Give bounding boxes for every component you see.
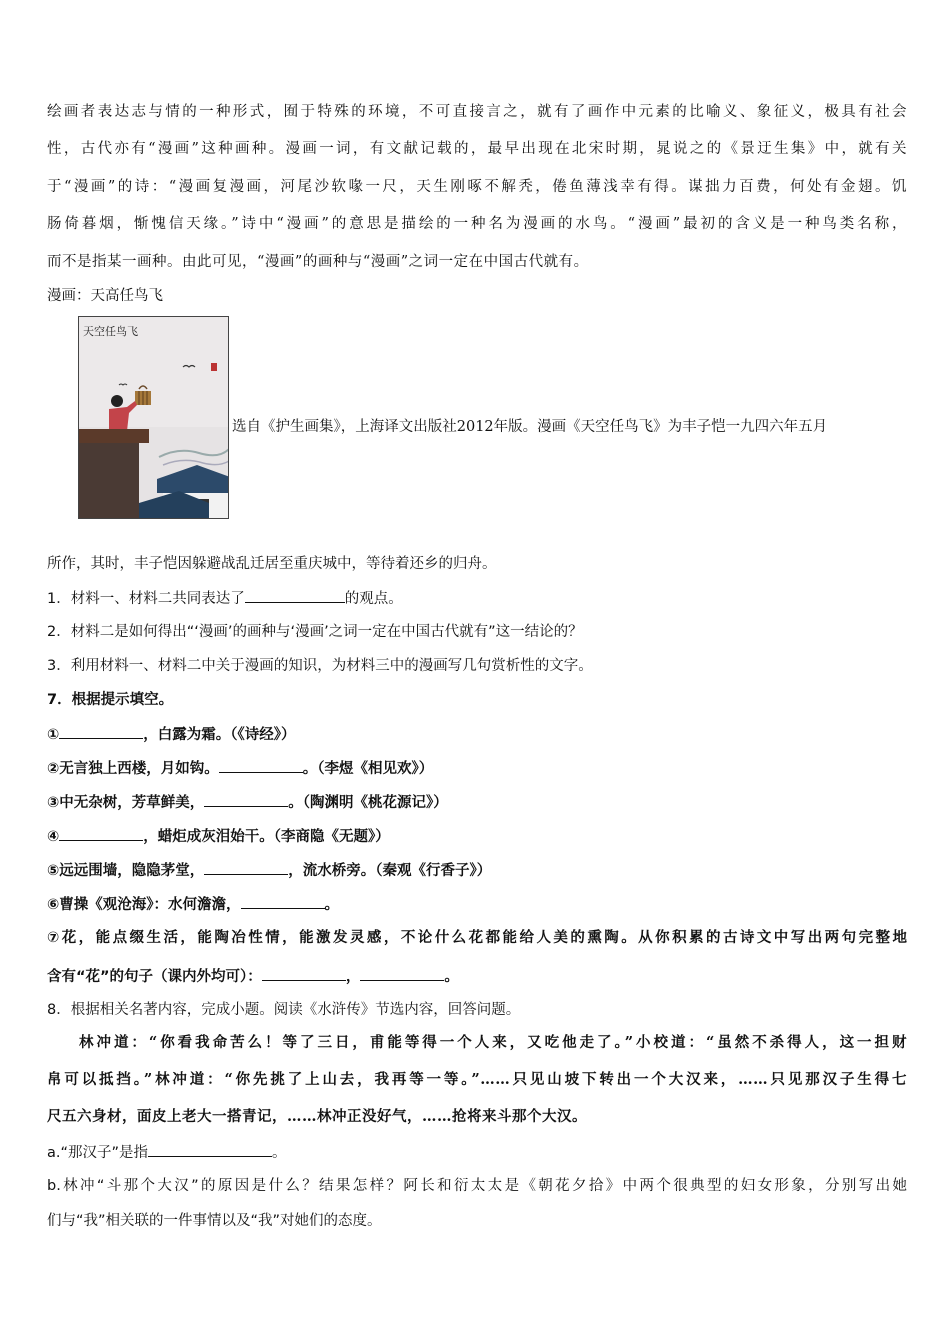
q8-passage-line-3: 尺五六身材，面皮上老大一搭青记，……林冲正没好气，……抢将来斗那个大汉。 [47,1108,587,1125]
comic-caption: 选自《护生画集》，上海译文出版社2012年版。漫画《天空任鸟飞》为丰子恺一九四六年五月 [232,419,828,435]
material3-heading: 漫画：天高任鸟飞 [47,288,163,304]
answer-blank[interactable] [59,724,143,739]
question-6-3: 3．利用材料一、材料二中关于漫画的知识，为材料三中的漫画写几句赏析性的文字。 [47,658,593,674]
question-7-item-4: ④ ，蜡炬成灰泪始干。（李商隐《无题》） [47,826,907,847]
material2-line-5: 而不是指某一画种。由此可见，“漫画”的画种与“漫画”之词一定在中国古代就有。 [47,254,589,270]
question-7-item-7-line-2: 含有“花”的句子（课内外均可）： ， 。 [47,966,907,987]
answer-blank[interactable] [219,758,303,773]
comic-illustration [79,317,229,519]
question-6-1: 1．材料一、材料二共同表达了 的观点。 [47,588,907,609]
question-7-item-3: ③中无杂树，芳草鲜美， 。（陶渊明《桃花源记》） [47,792,907,813]
comic-image [78,316,229,519]
question-7-item-2: ②无言独上西楼，月如钩。 。（李煜《相见欢》） [47,758,907,779]
q8-passage-line-1: 林冲道：“你看我命苦么！等了三日，甫能等得一个人来，又吃他走了。”小校道：“虽然不杀得人，这一担财 [79,1034,907,1051]
answer-blank[interactable] [241,894,325,909]
material2-line-1: 绘画者表达志与情的一种形式，囿于特殊的环境，不可直接言之，就有了画作中元素的比喻义、象征义，极具有社会 [47,104,907,120]
comic-inscription: 天空任鸟飞 [83,325,138,338]
question-7-item-1: ① ，白露为霜。（《诗经》） [47,724,907,745]
answer-blank[interactable] [204,792,288,807]
material2-line-4: 肠倚暮烟，惭愧信天缘。”诗中“漫画”的意思是描绘的一种名为漫画的水鸟。“漫画”最初的含义是一种鸟类名称， [47,216,907,232]
question-8b-line-1: b.林冲“斗那个大汉”的原因是什么？结果怎样？阿长和衍太太是《朝花夕拾》中两个很典型的妇女形象，分别写出她 [47,1178,907,1194]
comic-caption-continued: 所作，其时，丰子恺因躲避战乱迁居至重庆城中，等待着还乡的归舟。 [47,556,497,572]
answer-blank[interactable] [148,1142,272,1157]
answer-blank[interactable] [262,966,346,981]
question-6-2: 2．材料二是如何得出“‘漫画’的画种与‘漫画’之词一定在中国古代就有”这一结论的？ [47,624,583,640]
question-7-item-7-line-1: ⑦花，能点缀生活，能陶冶性情，能激发灵感，不论什么花都能给人美的熏陶。从你积累的古诗文中写出两句完整地 [47,930,907,946]
material2-line-2: 性，古代亦有“漫画”这种画种。漫画一词，有文献记载的，最早出现在北宋时期，晁说之的《景迂生集》中，就有关 [47,141,907,157]
question-7-title: 7．根据提示填空。 [47,692,174,708]
question-8b-line-2: 们与“我”相关联的一件事情以及“我”对她们的态度。 [47,1213,382,1229]
question-7-item-6: ⑥曹操《观沧海》：水何澹澹， 。 [47,894,907,915]
question-8-title: 8．根据相关名著内容，完成小题。阅读《水浒传》节选内容，回答问题。 [47,1002,521,1018]
answer-blank[interactable] [360,966,444,981]
question-8a: a.“那汉子”是指 。 [47,1142,907,1163]
q8-passage-line-2: 帛可以抵挡。”林冲道：“你先挑了上山去，我再等一等。”……只见山坡下转出一个大汉来，……只见那汉子生得七 [47,1071,907,1088]
answer-blank[interactable] [204,860,288,875]
answer-blank[interactable] [59,826,143,841]
question-7-item-5: ⑤远远围墙，隐隐茅堂， ，流水桥旁。（秦观《行香子》） [47,860,907,881]
material2-line-3: 于“漫画”的诗：“漫画复漫画，河尾沙软喙一尺，天生刚啄不解秃，倦鱼薄浅幸有得。谋拙力百费，何处有金翅。饥 [47,179,907,195]
answer-blank[interactable] [245,588,345,603]
